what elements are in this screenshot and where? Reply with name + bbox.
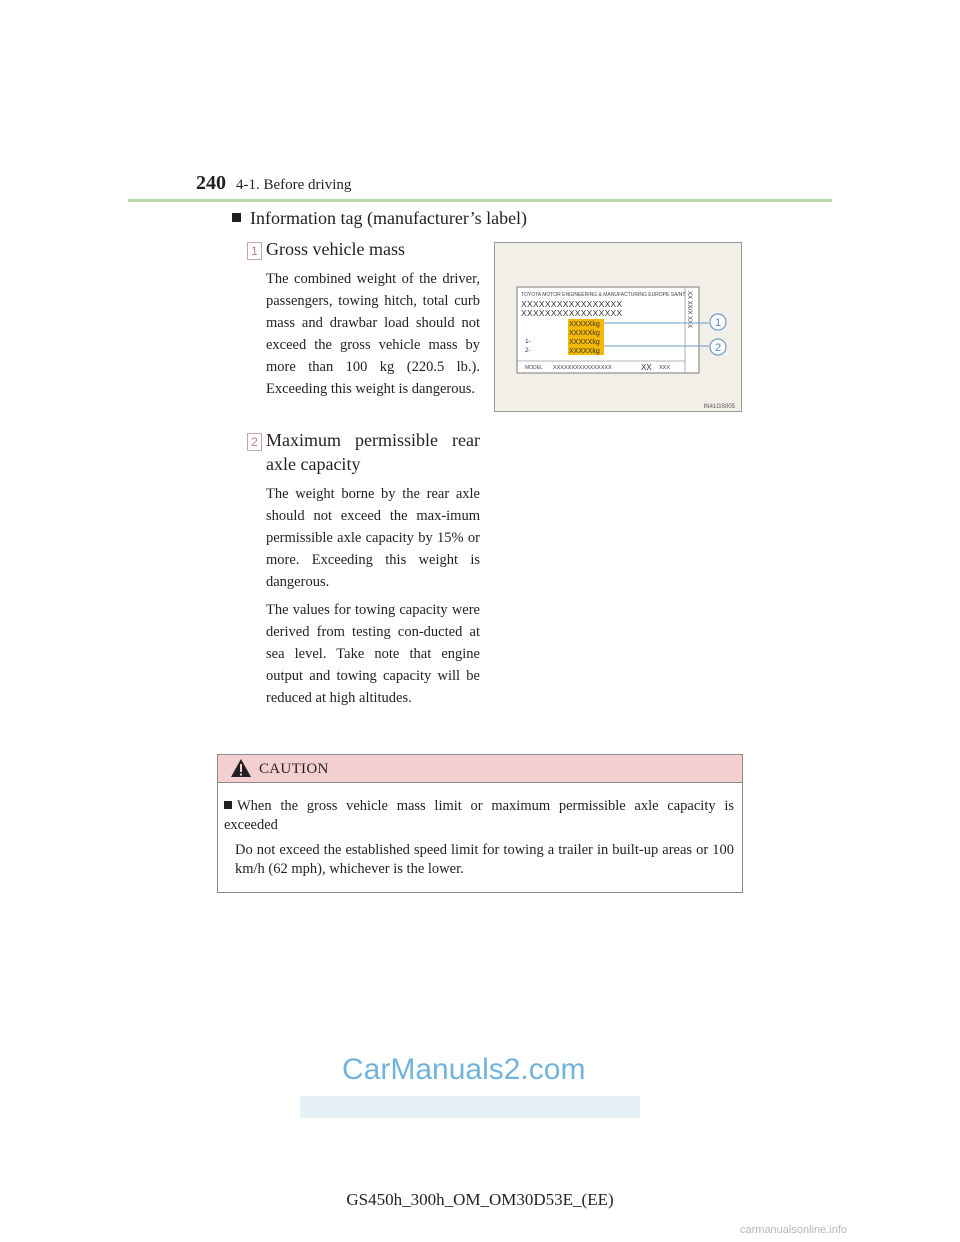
item-body-towing-capacity-note: The values for towing capacity were derived from testing con-ducted at sea level. Take note that engine output and towing capacity will be reduced at high altitudes. bbox=[266, 602, 480, 706]
label-line-2: XXXXXXXXXXXXXXXXX bbox=[521, 308, 623, 318]
warning-triangle-icon bbox=[230, 758, 252, 778]
caution-bullet-text: When the gross vehicle mass limit or maximum permissible axle capacity is exceeded bbox=[224, 798, 734, 833]
manufacturer-label-figure bbox=[494, 242, 742, 412]
caution-bullet bbox=[224, 797, 734, 835]
label-model-suffix-1: XX bbox=[641, 363, 652, 372]
figure-code: IN41GS005 bbox=[703, 404, 735, 410]
label-line-1: XXXXXXXXXXXXXXXXX bbox=[521, 299, 623, 309]
item-title-gross-vehicle-mass: Gross vehicle mass bbox=[266, 239, 405, 259]
caution-header bbox=[218, 755, 742, 783]
item-title-rear-axle-capacity: Maximum permissible rear axle capacity bbox=[266, 430, 480, 474]
info-tag-heading bbox=[232, 208, 527, 229]
caution-body-text: Do not exceed the established speed limit for towing a trailer in built-up areas or 100 km/h (62 mph), whichever is the lower. bbox=[235, 842, 734, 877]
label-header-text: TOYOTA MOTOR ENGINEERING & MANUFACTURING EUROPE SA/NT bbox=[521, 292, 686, 298]
weight-row-2: XXXXXkg bbox=[569, 330, 600, 337]
caution-title: CAUTION bbox=[259, 761, 329, 777]
label-model-value: XXXXXXXXXXXXXXXX bbox=[553, 365, 612, 371]
label-row-prefix-2: 2- bbox=[525, 347, 531, 354]
header-divider bbox=[128, 199, 832, 202]
square-bullet-icon bbox=[224, 801, 232, 809]
manufacturer-label-illustration bbox=[495, 243, 743, 413]
watermark-text: CarManuals2.com bbox=[342, 1053, 586, 1086]
callout-number-1: 1 bbox=[714, 317, 722, 329]
label-model-label: MODEL bbox=[525, 365, 543, 371]
item-body-rear-axle-capacity: The weight borne by the rear axle should not exceed the max-imum permissible axle capacity by 15% or more. Exceeding this weight is dangerous. bbox=[266, 486, 480, 590]
callout-number-2: 2 bbox=[714, 342, 722, 354]
label-row-prefix-1: 1- bbox=[525, 338, 531, 345]
square-bullet-icon bbox=[232, 213, 241, 222]
watermark-banner bbox=[300, 1096, 640, 1118]
page-number: 240 bbox=[196, 172, 226, 194]
footer-source-watermark: carmanualsonline.info bbox=[740, 1224, 848, 1236]
footer-document-code: GS450h_300h_OM_OM30D53E_(EE) bbox=[346, 1190, 614, 1209]
item-number-badge-2: 2 bbox=[247, 433, 262, 451]
item-body-gross-vehicle-mass: The combined weight of the driver, passengers, towing hitch, total curb mass and drawbar load should not exceed the gross vehicle mass by more than 100 kg (220.5 lb.). Exceeding this weight is dangerous. bbox=[266, 271, 480, 397]
weight-row-4: XXXXXkg bbox=[569, 348, 600, 355]
weight-row-1: XXXXXkg bbox=[569, 321, 600, 328]
label-model-suffix-2: XXX bbox=[659, 365, 671, 371]
info-tag-heading-text: Information tag (manufacturer’s label) bbox=[250, 208, 528, 228]
weight-row-3: XXXXXkg bbox=[569, 339, 600, 346]
label-side-text: XX XX/X XXX bbox=[686, 291, 692, 329]
caution-box bbox=[217, 754, 743, 893]
section-title: 4-1. Before driving bbox=[236, 177, 352, 193]
item-number-badge-1: 1 bbox=[247, 242, 262, 260]
